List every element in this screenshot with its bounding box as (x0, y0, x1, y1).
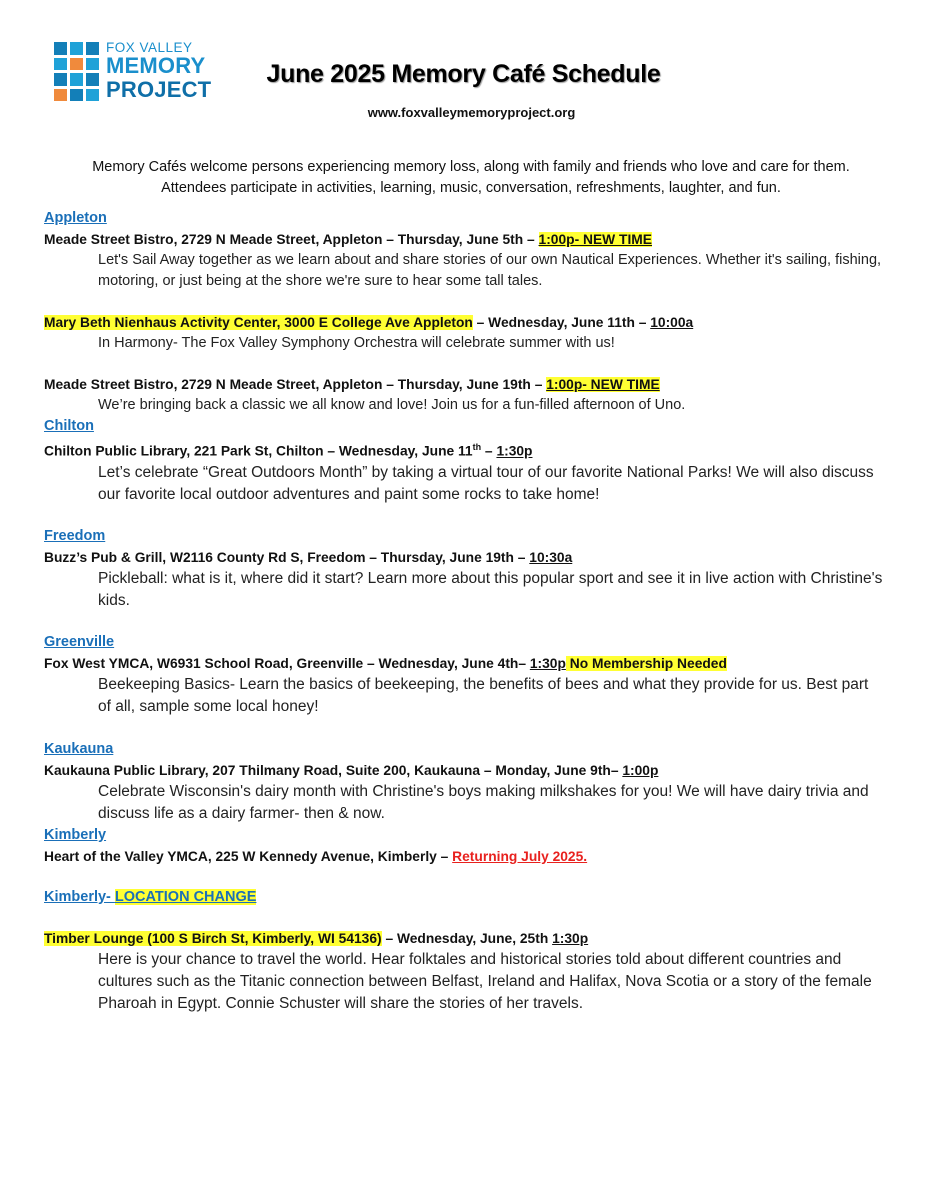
city-heading-greenville: Greenville (44, 633, 115, 650)
event-description-line-2: will also discuss our favorite local outdoor adventures and paint some rocks to take home! (98, 463, 874, 503)
event-appleton-3 (44, 374, 884, 395)
city-heading-kimberly-location-change (44, 887, 884, 908)
event-venue: Chilton Public Library, 221 Park St, Chilton – Wednesday, June 11 (44, 443, 473, 459)
page-title-wrap (0, 60, 927, 89)
event-status: Returning July 2025. (452, 848, 588, 864)
event-appleton-1 (44, 229, 884, 250)
intro-paragraph: Memory Cafés welcome persons experiencing memory loss, along with family and friends who love and care for them. Attendees participate in activities, learning, music, conversation, refreshments, laughter, and fun. (92, 159, 850, 196)
event-description (44, 781, 884, 825)
event-venue: Buzz’s Pub & Grill, W2116 County Rd S, Freedom – Thursday, June 19th – (44, 549, 530, 565)
event-chilton (44, 437, 884, 462)
event-description: Beekeeping Basics- Learn the basics of beekeeping, the benefits of bees and what they provide for us. Best part of all, sample some local honey! (98, 675, 869, 715)
event-venue: Mary Beth Nienhaus Activity Center, 3000 E College Ave Appleton (44, 315, 473, 330)
event-venue: Heart of the Valley YMCA, 225 W Kennedy Avenue, Kimberly – (44, 848, 453, 864)
event-venue: Meade Street Bistro, 2729 N Meade Street, Appleton – Thursday, June 5th – (44, 232, 539, 247)
event-greenville (44, 653, 884, 674)
event-time: 1:00p (622, 762, 659, 778)
event-description: Let's Sail Away together as we learn about and share stories of our own Nautical Experiences. Whether it's sailing, fishing, motoring, or just being at the shore we're sure to hear some tall tales. (98, 252, 882, 289)
city-heading-kaukauna: Kaukauna (44, 740, 114, 757)
city-heading-appleton: Appleton (44, 210, 107, 226)
logo-line-3: PROJECT (106, 77, 212, 102)
event-venue: Timber Lounge (100 S Birch St, Kimberly, WI 54136) (44, 930, 382, 946)
event-time: 1:00p- NEW TIME (546, 377, 660, 392)
event-description-line-2: dairy trivia and discuss life as a dairy farmer- then & now. (98, 782, 869, 822)
event-venue: Kaukauna Public Library, 207 Thilmany Road, Suite 200, Kaukauna – Monday, June 9th– (44, 762, 623, 778)
event-description-line-1: Celebrate Wisconsin's dairy month with Christine's boys making milkshakes for you! We will have (98, 782, 764, 800)
event-time: 1:30p (552, 930, 589, 946)
location-change-badge: LOCATION CHANGE (114, 888, 257, 905)
event-kimberly (44, 846, 884, 867)
event-description: Here is your chance to travel the world. Hear folktales and historical stories told about different countries and cultures such as the Titanic connection between Belfast, Ireland and Halifax, Nova Scotia or a story of the female Pharoah in Egypt. Connie Schuster will share the stories of her travels. (98, 950, 872, 1012)
event-kimberly-timber-lounge (44, 928, 884, 949)
event-date: – Wednesday, June, 25th (381, 930, 553, 946)
event-time: 1:30p (529, 655, 566, 671)
event-date: – Wednesday, June 11th – (472, 315, 651, 330)
date-suffix: th (472, 442, 482, 452)
schedule-content (44, 208, 884, 1015)
event-note: No Membership Needed (566, 656, 727, 671)
event-description: In Harmony- The Fox Valley Symphony Orchestra will celebrate summer with us! (98, 335, 615, 351)
logo-line-1: FOX VALLEY (106, 40, 193, 55)
event-time: 10:30a (529, 549, 573, 565)
event-description (44, 462, 884, 506)
event-time: 10:00a (650, 315, 694, 330)
city-heading-freedom: Freedom (44, 527, 106, 544)
event-time: 1:30p (496, 443, 533, 459)
logo-line-2: MEMORY (106, 53, 206, 78)
city-name: Kimberly- (44, 888, 115, 905)
city-heading-chilton: Chilton (44, 418, 94, 434)
page-title: June 2025 Memory Café Schedule (266, 60, 661, 88)
event-description: Pickleball: what is it, where did it start? Learn more about this popular sport and see it in live action with Christine's kids. (98, 569, 883, 609)
event-description: We’re bringing back a classic we all know and love! Join us for a fun-filled afternoon of Uno. (98, 397, 686, 413)
event-venue: Meade Street Bistro, 2729 N Meade Street, Appleton – Thursday, June 19th – (44, 377, 547, 392)
event-venue: Fox West YMCA, W6931 School Road, Greenville – Wednesday, June 4th– (44, 655, 530, 671)
event-appleton-2 (44, 312, 884, 333)
event-description-line-1: Let’s celebrate “Great Outdoors Month” by taking a virtual tour of our favorite National Parks! We (98, 463, 760, 481)
event-kaukauna (44, 760, 884, 781)
city-heading-kimberly: Kimberly (44, 826, 107, 843)
website-url[interactable]: www.foxvalleymemoryproject.org (367, 105, 576, 120)
event-dash: – (481, 443, 497, 459)
event-time: 1:00p- NEW TIME (538, 232, 652, 247)
event-freedom (44, 547, 884, 568)
